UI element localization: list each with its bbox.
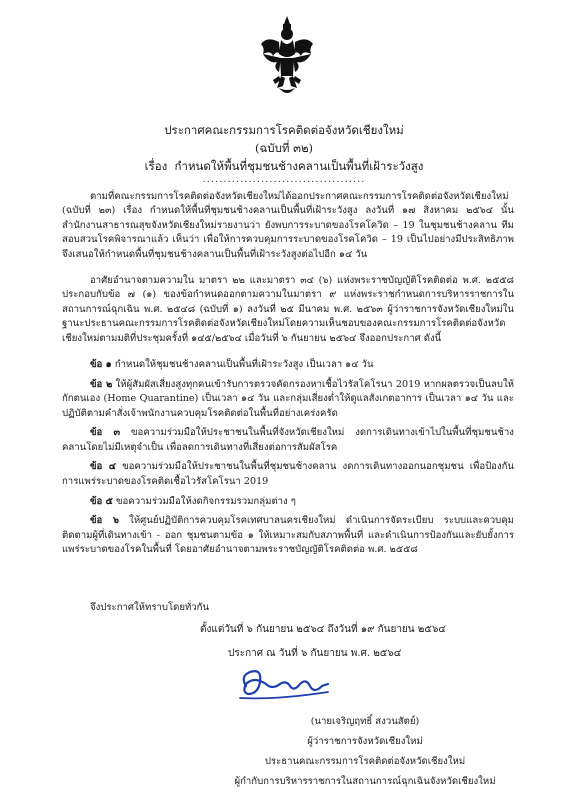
announcement-date: ประกาศ ณ วันที่ ๖ กันยายน พ.ศ. ๒๕๖๔ [228, 648, 402, 659]
clause-item [62, 514, 514, 558]
clause-label: ข้อ ๑ [90, 359, 112, 370]
signatory-position-supervisor: ผู้กำกับการบริหารราชการในสถานการณ์ฉุกเฉินจังหวัดเชียงใหม่ [234, 776, 496, 787]
subject-label: เรื่อง [144, 159, 168, 173]
document-title: ประกาศคณะกรรมการโรคติดต่อจังหวัดเชียงใหม่ [164, 123, 404, 137]
clause-text: กำหนดให้ชุมชนช้างคลานเป็นพื้นที่เฝ้าระวังสูง เป็นเวลา ๑๔ วัน [114, 359, 374, 370]
signatory-name: (นายเจริญฤทธิ์ สงวนสัตย์) [310, 716, 420, 727]
clause-text: ให้ศูนย์ปฏิบัติการควบคุมโรคเทศบาลนครเชียงใหม่ ดำเนินการจัดระเบียบ ระบบและควบคุมติดตามผู้ที่เดินทางเข้า - ออก ชุมชนตามข้อ ๑ ให้เหมาะสมกับสภาพพื้นที่ และดำเนินการป้องกันและยับยั้งการแพร่ระบาดของโรคในพื้นที่ โดยอาศัยอำนาจตามพระราชบัญญัติโรคติดต่อ พ.ศ. ๒๕๕๘ [62, 515, 515, 556]
clause-label: ข้อ ๖ [90, 515, 119, 527]
clause-text: ขอความร่วมมือให้งดกิจกรรมรวมกลุ่มต่าง ๆ [115, 495, 296, 507]
clause-item [62, 460, 514, 489]
paragraph-2: อาศัยอำนาจตามความใน มาตรา ๒๒ และมาตรา ๓๔ (๖) แห่งพระราชบัญญัติโรคติดต่อ พ.ศ. ๒๕๕๘ ประกอบกับข้อ ๗ (๑) ของข้อกำหนดออกตามความในมาตรา ๙ แห่งพระราชกำหนดการบริหารราชการในสถานการณ์ฉุกเฉิน พ.ศ. ๒๕๔๘ (ฉบับที่ ๑) ลงวันที่ ๒๕ มีนาคม พ.ศ. ๒๕๖๓ ผู้ว่าราชการจังหวัดเชียงใหม่ในฐานะประธานคณะกรรมการโรคติดต่อจังหวัดเชียงใหม่โดยความเห็นชอบของคณะกรรมการโรคติดต่อจังหวัดเชียงใหม่ตามมติที่ประชุมครั้งที่ ๑๔๕/๒๕๖๔ เมื่อวันที่ ๖ กันยายน ๒๕๖๔ จึงออกประกาศ ดังนี้ [62, 275, 514, 344]
signatory-position-governor: ผู้ว่าราชการจังหวัดเชียงใหม่ [307, 736, 423, 747]
handwritten-signature [236, 664, 332, 702]
clause-item [62, 495, 514, 510]
clause-label: ข้อ ๔ [90, 461, 116, 473]
clause-item [62, 426, 514, 455]
announce-line: จึงประกาศให้ทราบโดยทั่วกัน [90, 602, 210, 613]
separator-line: ....................................... [202, 174, 366, 185]
clause-text: ขอความร่วมมือให้ประชาชนในพื้นที่จังหวัดเชียงใหม่ งดการเดินทางเข้าไปในพื้นที่ชุมชนช้างคลานโดยไม่มีเหตุจำเป็น เพื่อลดการเดินทางที่เสี่ยงต่อการสัมผัสโรค [62, 427, 514, 453]
authority-paragraph [62, 274, 514, 350]
document-number: (ฉบับที่ ๓๒) [254, 141, 314, 155]
preamble-paragraph [62, 190, 514, 266]
effective-period: ตั้งแต่วันที่ ๖ กันยายน ๒๕๖๔ ถึงวันที่ ๑๙ กันยายน ๒๕๖๔ [200, 624, 446, 635]
subject-text: กำหนดให้พื้นที่ชุมชนช้างคลานเป็นพื้นที่เฝ้าระวังสูง [174, 159, 424, 173]
clause-list [62, 358, 514, 563]
clause-label: ข้อ ๒ [90, 378, 113, 390]
paragraph-1: ตามที่คณะกรรมการโรคติดต่อจังหวัดเชียงใหม่ได้ออกประกาศคณะกรรมการโรคติดต่อจังหวัดเชียงใหม่ (ฉบับที่ ๒๓) เรื่อง กำหนดให้พื้นที่ชุมชนช้างคลานเป็นพื้นที่เฝ้าระวังสูง ลงวันที่ ๑๗ สิงหาคม ๒๕๖๔ นั้น สำนักงานสาธารณสุขจังหวัดเชียงใหม่รายงานว่า ยังพบการระบาดของโรคโควิด – 19 ในชุมชนช้างคลาน ทีมสอบสวนโรคพิจารณาแล้ว เห็นว่า เพื่อให้การควบคุมการระบาดของโรคโควิด – 19 เป็นไปอย่างมีประสิทธิภาพ จึงเสนอให้กำหนดพื้นที่ชุมชนช้างคลานเป็นพื้นที่เฝ้าระวังสูงต่อไปอีก ๑๔ วัน [62, 191, 514, 260]
garuda-emblem-icon [259, 14, 315, 98]
clause-text: ให้ผู้สัมผัสเสี่ยงสูงทุกคนเข้ารับการตรวจคัดกรองหาเชื้อไวรัสโคโรนา 2019 หากผลตรวจเป็นลบให้กักตนเอง (Home Quarantine) เป็นเวลา ๑๔ วัน และกลุ่มเสี่ยงต่ำให้ดูแลสังเกตอาการ เป็นเวลา ๑๔ วัน และปฏิบัติตามคำสั่งเจ้าพนักงานควบคุมโรคติดต่อในพื้นที่อย่างเคร่งครัด [62, 378, 514, 419]
clause-item [62, 358, 514, 373]
clause-item [62, 378, 514, 422]
clause-label: ข้อ ๕ [90, 495, 113, 507]
signatory-position-chair: ประธานคณะกรรมการโรคติดต่อจังหวัดเชียงใหม่ [264, 756, 466, 767]
clause-text: ขอความร่วมมือให้ประชาชนในพื้นที่ชุมชนช้างคลาน งดการเดินทางออกนอกชุมชน เพื่อป้องกันการแพร่ระบาดของโรคติดเชื้อไวรัสโคโรนา 2019 [62, 461, 514, 488]
clause-label: ข้อ ๓ [90, 427, 121, 439]
